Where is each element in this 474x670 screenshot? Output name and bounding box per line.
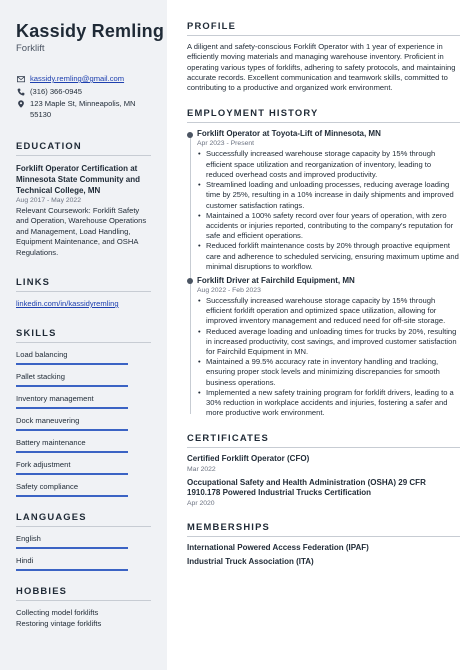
- timeline-line: [190, 133, 191, 414]
- memberships-section: [187, 521, 460, 568]
- skills-section: [16, 327, 151, 497]
- certificates-section: [187, 432, 460, 507]
- skill-item: [16, 350, 151, 365]
- profile-heading: PROFILE: [187, 20, 460, 36]
- contact-email[interactable]: kassidy.remling@gmail.com: [30, 74, 125, 83]
- contact-section: [16, 74, 151, 120]
- certificate-date: Mar 2022: [187, 465, 216, 473]
- language-bar: [16, 569, 128, 571]
- language-bar: [16, 547, 128, 549]
- job-dates: Apr 2023 - Present: [197, 140, 255, 148]
- language-name: English: [16, 534, 41, 544]
- hobby-item: Restoring vintage forklifts: [16, 618, 102, 628]
- skill-name: Fork adjustment: [16, 460, 71, 470]
- skill-bar: [16, 451, 128, 453]
- membership-item: Industrial Truck Association (ITA): [187, 557, 314, 567]
- skill-item: [16, 482, 151, 497]
- job-bullet: • Successfully increased warehouse storage capacity by 15% through efficient forklift operation and optimized space utilization, allowing for improved inventory management and reduced need for off-site storage.: [197, 296, 460, 327]
- memberships-heading: MEMBERSHIPS: [187, 521, 460, 537]
- skill-item: [16, 372, 151, 387]
- skill-bar: [16, 407, 128, 409]
- certificates-heading: CERTIFICATES: [187, 432, 460, 448]
- skill-bar-fill: [16, 451, 128, 453]
- job-title: Forklift Operator at Toyota-Lift of Minnesota, MN: [197, 129, 381, 139]
- skill-bar: [16, 385, 128, 387]
- certificate-title: Occupational Safety and Health Administration (OSHA) 29 CFR 1910.178 Powered Industrial Trucks Certification: [187, 477, 426, 498]
- job-dates: Aug 2022 - Feb 2023: [197, 286, 261, 294]
- profile-text: A diligent and safety-conscious Forklift Operator with 1 year of experience in efficiently moving materials and managing warehouse inventory. Proficient in operating various types of forklifts, adhering to safety protocols, and maintaining accurate records. Excellent communication and teamwork skills, committed to contributing to a productive and organized work environment.: [187, 42, 456, 93]
- contact-phone-row: [16, 87, 151, 98]
- location-pin-icon: [16, 99, 25, 109]
- languages-heading: LANGUAGES: [16, 511, 151, 527]
- skill-item: [16, 460, 151, 475]
- skill-name: Safety compliance: [16, 482, 79, 492]
- job-bullet: • Successfully increased warehouse storage capacity by 15% through efficient space utilization and reorganization of inventory, leading to reduced overhead costs and improved productivity.: [197, 149, 460, 180]
- skill-name: Load balancing: [16, 350, 68, 360]
- language-bar-fill: [16, 547, 128, 549]
- employment-section: [187, 107, 460, 418]
- job-entry: [197, 129, 460, 271]
- language-bar-fill: [16, 569, 128, 571]
- main-content: [167, 0, 474, 670]
- skill-bar-fill: [16, 385, 128, 387]
- candidate-name: Kassidy Remling: [16, 21, 165, 41]
- education-heading: EDUCATION: [16, 140, 151, 156]
- contact-phone: (316) 366-0945: [30, 86, 82, 96]
- membership-item: International Powered Access Federation (IPAF): [187, 542, 369, 552]
- education-section: [16, 140, 151, 258]
- job-bullet: • Streamlined loading and unloading processes, reducing average loading time by 25%, resulting in a 10% increase in daily shipments and improved customer satisfaction ratings.: [197, 180, 460, 211]
- skill-item: [16, 394, 151, 409]
- skill-bar: [16, 495, 128, 497]
- language-name: Hindi: [16, 556, 34, 566]
- timeline-dot: [187, 278, 193, 284]
- employment-heading: EMPLOYMENT HISTORY: [187, 107, 460, 123]
- skill-bar-fill: [16, 407, 128, 409]
- language-item: [16, 534, 151, 549]
- language-item: [16, 556, 151, 571]
- links-heading: LINKS: [16, 276, 151, 292]
- contact-address-line2: 55130: [30, 109, 52, 119]
- timeline-dot: [187, 132, 193, 138]
- skill-bar-fill: [16, 473, 128, 475]
- skill-bar: [16, 363, 128, 365]
- skill-item: [16, 438, 151, 453]
- linkedin-link[interactable]: linkedin.com/in/kassidyremling: [16, 299, 119, 309]
- job-bullet: • Maintained a 99.5% accuracy rate in inventory handling and tracking, ensuring proper stock levels and minimizing discrepancies for smooth business operations.: [197, 357, 460, 388]
- contact-address-row: [16, 99, 151, 120]
- job-bullet: • Reduced forklift maintenance costs by 20% through proactive equipment care and adherence to scheduled servicing, ensuring maximum uptime and minimal disruptions to workflow.: [197, 241, 460, 272]
- job-bullets: [197, 149, 460, 271]
- job-bullet: • Reduced average loading and unloading times for trucks by 20%, resulting in increased productivity, cost savings, and improved customer satisfaction for Fairchild Equipment in MN.: [197, 327, 460, 358]
- skill-name: Pallet stacking: [16, 372, 65, 382]
- email-icon: [16, 74, 25, 84]
- skill-bar-fill: [16, 429, 128, 431]
- job-entry: [197, 276, 460, 418]
- skill-bar: [16, 473, 128, 475]
- education-title: Forklift Operator Certification at Minnesota State Community and Technical College, MN: [16, 164, 141, 195]
- skills-heading: SKILLS: [16, 327, 151, 343]
- sidebar: [0, 0, 167, 670]
- candidate-role: Forklift: [16, 43, 45, 54]
- skill-bar-fill: [16, 495, 128, 497]
- job-title: Forklift Driver at Fairchild Equipment, MN: [197, 275, 355, 285]
- employment-timeline: [187, 129, 460, 418]
- education-dates: Aug 2017 - May 2022: [16, 197, 81, 204]
- hobbies-section: [16, 585, 151, 629]
- skill-item: [16, 416, 151, 431]
- skill-name: Battery maintenance: [16, 438, 86, 448]
- job-bullets: [197, 296, 460, 418]
- job-bullet: • Implemented a new safety training program for forklift drivers, leading to a 30% reduction in workplace accidents and injuries, fostering a safer and more productive work environment.: [197, 388, 460, 419]
- skills-list: [16, 350, 151, 497]
- hobbies-heading: HOBBIES: [16, 585, 151, 601]
- contact-email-row[interactable]: [16, 74, 151, 85]
- skill-bar-fill: [16, 363, 128, 365]
- certificate-title: Certified Forklift Operator (CFO): [187, 454, 310, 464]
- skill-name: Inventory management: [16, 394, 94, 404]
- skill-bar: [16, 429, 128, 431]
- skill-name: Dock maneuvering: [16, 416, 80, 426]
- links-section: [16, 276, 151, 309]
- contact-address: [30, 99, 136, 120]
- hobby-item: Collecting model forklifts: [16, 608, 99, 618]
- languages-section: [16, 511, 151, 571]
- profile-section: [187, 20, 460, 93]
- job-bullet: • Maintained a 100% safety record over four years of operation, with zero accidents or injuries reported, contributing to the company's reputation for safe and efficient operations.: [197, 211, 460, 242]
- contact-address-line1: 123 Maple St, Minneapolis, MN: [30, 99, 136, 108]
- certificate-date: Apr 2020: [187, 499, 215, 507]
- phone-icon: [16, 87, 25, 97]
- education-text: Relevant Coursework: Forklift Safety and Operation, Warehouse Operations and Management, Load Handling, Equipment Maintenance, and OSHA Regulations.: [16, 206, 147, 257]
